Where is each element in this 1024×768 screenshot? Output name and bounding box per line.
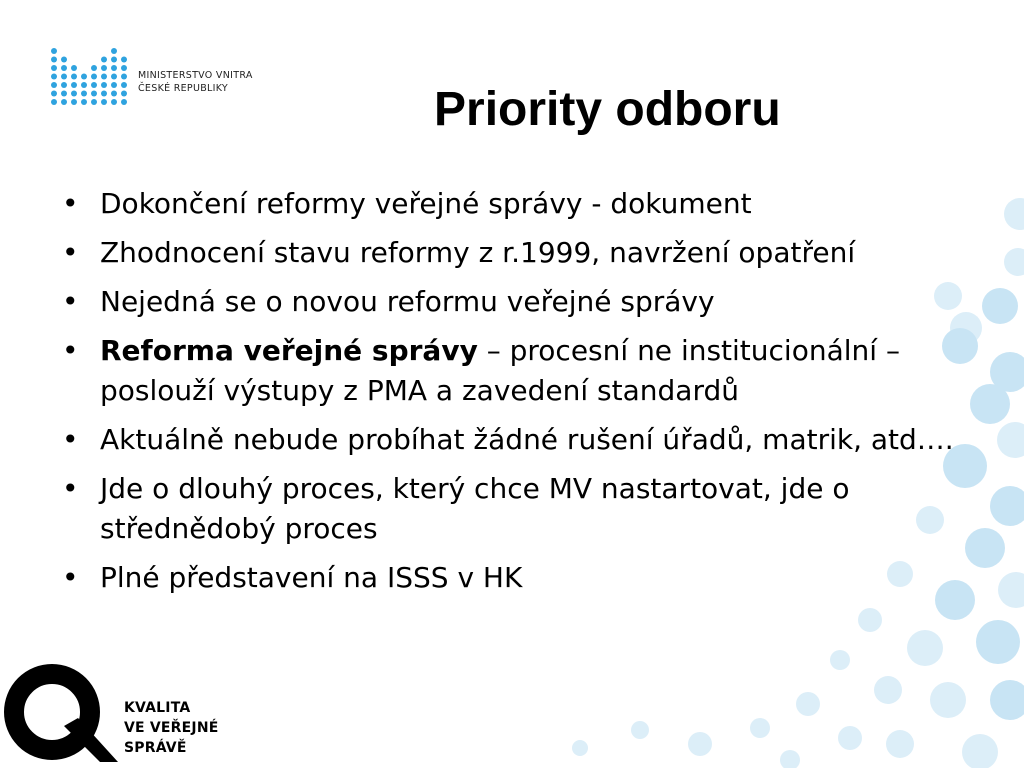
decorative-dot [962, 734, 998, 768]
bullet-text: Aktuálně nebude probíhat žádné rušení úřadů, matrik, atd…. [100, 423, 954, 456]
bullet-icon: • [62, 334, 79, 367]
bullet-text: Jde o dlouhý proces, který chce MV nastartovat, jde o střednědobý proces [100, 472, 850, 545]
decorative-dot [982, 288, 1018, 324]
logo-dot [51, 99, 57, 105]
decorative-dot [990, 680, 1024, 720]
decorative-dot [858, 608, 882, 632]
logo-dot [101, 99, 107, 105]
logo-dot [61, 99, 67, 105]
quality-logo-line3: SPRÁVĚ [124, 740, 187, 756]
decorative-dot [688, 732, 712, 756]
logo-dot [121, 99, 127, 105]
decorative-dot [990, 486, 1024, 526]
decorative-dot [970, 384, 1010, 424]
logo-dot [111, 82, 117, 88]
bullet-item [60, 282, 960, 322]
logo-dot [71, 91, 77, 97]
bullet-text: Nejedná se o novou reformu veřejné správy [100, 285, 715, 318]
logo-dot [91, 74, 97, 80]
logo-dot [91, 65, 97, 71]
decorative-dot [796, 692, 820, 716]
bullet-icon: • [62, 236, 79, 269]
decorative-dot [750, 718, 770, 738]
bullet-item [60, 558, 960, 598]
logo-dot [51, 48, 57, 54]
logo-dot [51, 91, 57, 97]
logo-dot [121, 91, 127, 97]
logo-dot [71, 82, 77, 88]
decorative-dot [886, 730, 914, 758]
logo-dot [111, 48, 117, 54]
logo-dot [111, 91, 117, 97]
decorative-dot [838, 726, 862, 750]
bullet-item [60, 469, 960, 549]
bullet-icon: • [62, 472, 79, 505]
quality-logo-line2: VE VEŘEJNÉ [124, 720, 219, 736]
logo-dot [51, 74, 57, 80]
logo-dot [101, 65, 107, 71]
decorative-dot [976, 620, 1020, 664]
logo-dot [81, 91, 87, 97]
bullet-text: Plné představení na ISSS v HK [100, 561, 523, 594]
slide-title: Priority odboru [434, 83, 781, 136]
ministry-dots-logo-icon [50, 46, 130, 108]
quality-logo [0, 658, 260, 768]
logo-dot [91, 82, 97, 88]
bullet-text: – procesní ne institucionální – poslouží výstupy z PMA a zavedení standardů [100, 334, 900, 407]
bullet-icon: • [62, 187, 79, 220]
decorative-dot [965, 528, 1005, 568]
bullet-item [60, 184, 960, 224]
logo-dot [61, 82, 67, 88]
logo-dot [61, 74, 67, 80]
logo-dot [111, 99, 117, 105]
logo-dot [71, 65, 77, 71]
ministry-logo [50, 46, 290, 110]
logo-dot [111, 65, 117, 71]
bullet-icon: • [62, 423, 79, 456]
logo-dot [61, 65, 67, 71]
decorative-dot [907, 630, 943, 666]
decorative-dot [997, 422, 1024, 458]
bullet-icon: • [62, 285, 79, 318]
decorative-dot [631, 721, 649, 739]
logo-dot [51, 57, 57, 63]
logo-dot [121, 74, 127, 80]
logo-dot [91, 99, 97, 105]
logo-dot [61, 91, 67, 97]
ministry-name-line1: MINISTERSTVO VNITRA [138, 70, 253, 81]
decorative-dot [830, 650, 850, 670]
bullet-item [60, 233, 960, 273]
logo-dot [61, 57, 67, 63]
decorative-dot [572, 740, 588, 756]
decorative-dot [780, 750, 800, 768]
decorative-dot [1004, 248, 1024, 276]
logo-dot [81, 82, 87, 88]
decorative-dot [930, 682, 966, 718]
logo-dot [121, 57, 127, 63]
quality-logo-line1: KVALITA [124, 700, 191, 716]
logo-dot [51, 65, 57, 71]
decorative-dot [1004, 198, 1024, 230]
logo-dot [101, 57, 107, 63]
bullet-text: Dokončení reformy veřejné správy - dokument [100, 187, 752, 220]
logo-dot [71, 99, 77, 105]
decorative-dot [874, 676, 902, 704]
logo-dot [101, 91, 107, 97]
q-logo-icon [2, 660, 118, 766]
bullet-icon: • [62, 561, 79, 594]
logo-dot [111, 74, 117, 80]
logo-dot [81, 99, 87, 105]
bullet-list [60, 184, 960, 607]
logo-dot [121, 65, 127, 71]
bullet-item [60, 420, 960, 460]
logo-dot [111, 57, 117, 63]
logo-dot [121, 82, 127, 88]
decorative-dot [998, 572, 1024, 608]
bullet-item [60, 331, 960, 411]
logo-dot [81, 74, 87, 80]
bullet-text: Zhodnocení stavu reformy z r.1999, navržení opatření [100, 236, 856, 269]
logo-dot [101, 74, 107, 80]
logo-dot [71, 74, 77, 80]
logo-dot [51, 82, 57, 88]
logo-dot [101, 82, 107, 88]
logo-dot [91, 91, 97, 97]
bullet-bold-text: Reforma veřejné správy [100, 334, 478, 367]
ministry-name-line2: ČESKÉ REPUBLIKY [138, 83, 229, 94]
